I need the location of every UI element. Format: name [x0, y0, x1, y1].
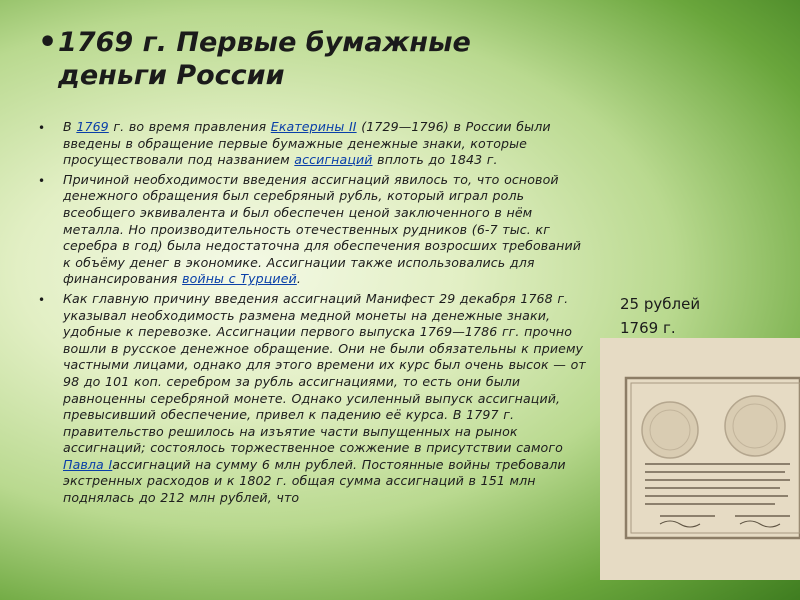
- image-caption: [620, 292, 770, 340]
- list-item: [38, 119, 593, 169]
- paragraph-text: [63, 119, 593, 169]
- text-run: (1729—1796) в России были введены в обращение первые бумажные денежные знаки, которые просуществовали под названием: [63, 119, 551, 168]
- text-run: В: [63, 119, 77, 134]
- bullet: •: [38, 173, 46, 188]
- text-link[interactable]: войны с Турцией: [182, 271, 297, 287]
- bullet: •: [38, 121, 46, 135]
- title-bullet: •: [38, 25, 58, 60]
- text-run: Причиной необходимости введения ассигнаций явилось то, что основой денежного обращения был серебряный рубль, который играл роль всеобщего эквивалента и был обеспечен ценой заключенного в нём металла. Но производительность отечественных рудников (6-7 тыс. кг серебра в год) была недостаточна для обеспечения возросших требований к объёму денег в экономике. Ассигнации также использовались для финансирования: [63, 171, 582, 287]
- caption-line-1: 25 рублей: [620, 295, 701, 313]
- text-link[interactable]: ассигнаций: [294, 152, 373, 168]
- text-link[interactable]: 1769: [76, 119, 109, 134]
- banknote-drawing: [600, 338, 800, 580]
- paragraph-text: [63, 291, 593, 507]
- list-item: [38, 291, 593, 507]
- title-row: [38, 26, 558, 92]
- text-link[interactable]: Екатерины II: [270, 119, 357, 134]
- slide-title: 1769 г. Первые бумажные деньги России: [58, 27, 471, 91]
- paragraph-text: [63, 172, 593, 288]
- list-item: [38, 172, 593, 288]
- text-link[interactable]: Павла I: [63, 456, 113, 472]
- body-list: [38, 119, 593, 510]
- text-run: г. во время правления: [108, 119, 271, 134]
- text-run: Как главную причину введения ассигнаций Манифест 29 декабря 1768 г. указывал необходимость размена медной монеты на денежные знаки, удобные к перевозке. Ассигнации первого выпуска 1769—1786 гг. прочно вошли в русское денежное обращение. Они не были обязательны к приему частными лицами, однако для этого времени их курс был очень высок — от 98 до 101 коп. серебром за рубль ассигнациями, то есть они были равноценны серебряной монете. Однако усиленный выпуск ассигнаций, превысивший обеспечение, привел к падению её курса. В 1797 г. правительство решилось на изъятие части выпущенных на рынок ассигнаций; состоялось торжественное сожжение в присутствии самого: [63, 290, 586, 456]
- text-run: .: [296, 271, 301, 287]
- text-run: ассигнаций на сумму 6 млн рублей. Постоянные войны требовали экстренных расходов и к 1802 г. общая сумма ассигнаций в 151 млн поднялась до 212 млн рублей, что: [63, 456, 566, 506]
- caption-line-2: 1769 г.: [620, 319, 676, 337]
- bullet: •: [38, 292, 46, 307]
- banknote-image: [600, 338, 800, 580]
- text-run: вплоть до 1843 г.: [372, 152, 498, 168]
